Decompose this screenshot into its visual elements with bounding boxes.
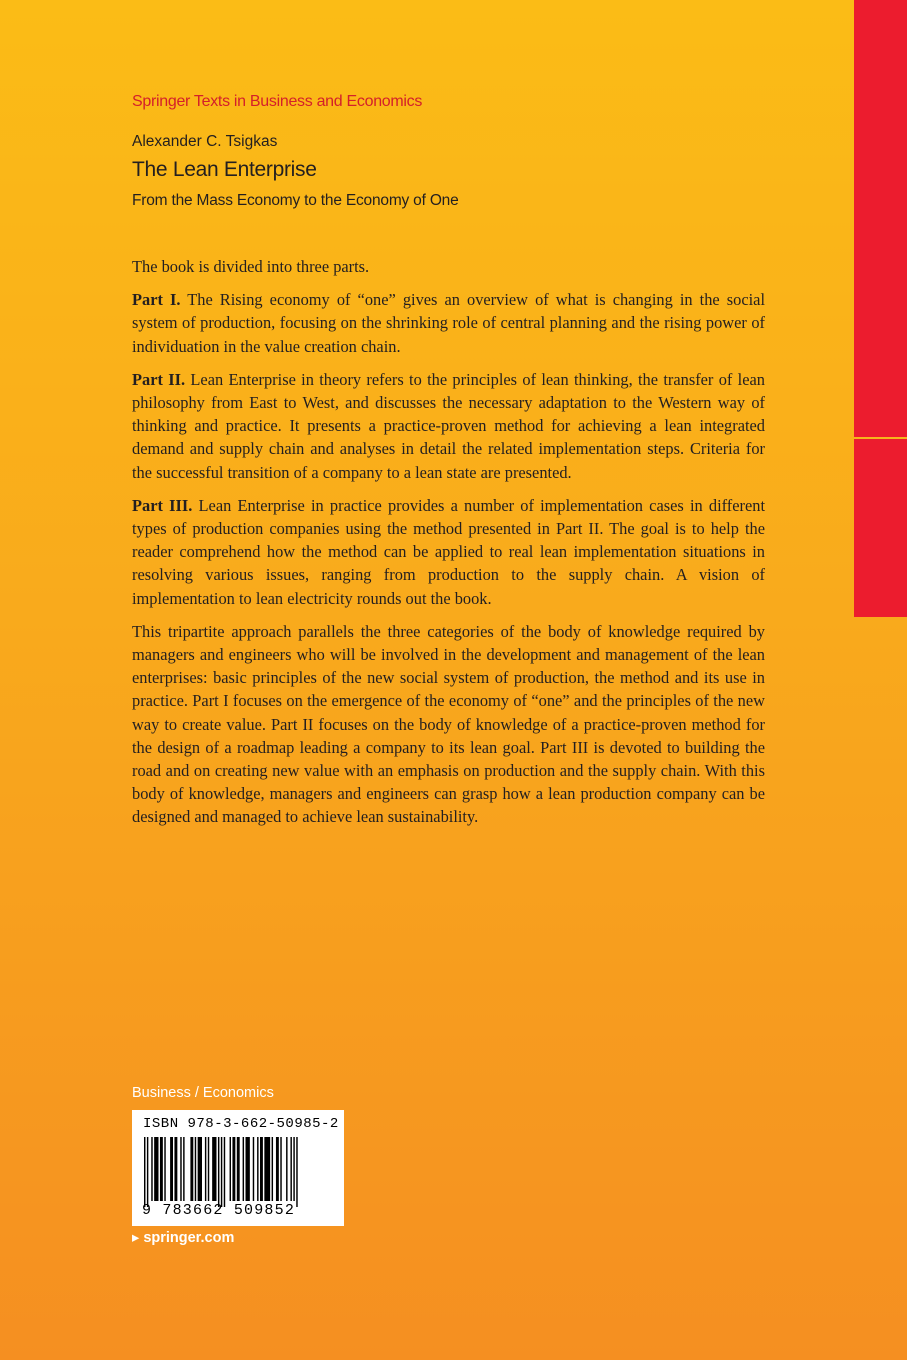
barcode-bar bbox=[180, 1137, 181, 1201]
red-side-band bbox=[854, 0, 907, 617]
barcode-bar bbox=[160, 1137, 163, 1201]
barcode-bar bbox=[147, 1137, 148, 1207]
barcode-bar bbox=[198, 1137, 202, 1201]
barcode-bar bbox=[286, 1137, 287, 1201]
blurb bbox=[132, 255, 765, 839]
barcode-bar bbox=[154, 1137, 158, 1201]
barcode bbox=[132, 1110, 344, 1226]
barcode-bar bbox=[144, 1137, 145, 1207]
barcode-bar bbox=[296, 1137, 297, 1207]
part2-text: Lean Enterprise in theory refers to the principles of lean thinking, the transfer of lean philosophy from East to West, and discusses the necessary adaptation to the Western way of thinking and practice. It presents a practice-proven method for achieving a lean integrated demand and supply chain and analyses in detail the related implementation steps. Criteria for the successful transition of a company to a lean state are presented. bbox=[132, 369, 765, 482]
part3-label: Part III. bbox=[132, 495, 193, 515]
barcode-bar bbox=[170, 1137, 173, 1201]
part2-paragraph bbox=[132, 368, 765, 484]
barcode-bar bbox=[212, 1137, 216, 1201]
barcode-bar bbox=[293, 1137, 294, 1201]
conclusion-paragraph: This tripartite approach parallels the three categories of the body of knowledge required by managers and engineers who will be involved in the development and management of the lean enterprises: basic principles of the new social system of production, the method and its use in practice. Part I focuses on the emergence of the economy of “one” and the principles of the new way to create value. Part II focuses on the body of knowledge of a practice-proven method for the design of a roadmap leading a company to its lean goal. Part III is devoted to building the road and on creating new value with an emphasis on production and the supply chain. With this body of knowledge, managers and engineers can grasp how a lean production company can be designed and managed to achieve lean sustainability. bbox=[132, 621, 765, 827]
part1-label: Part I. bbox=[132, 290, 181, 310]
barcode-bar bbox=[280, 1137, 281, 1201]
arrow-icon: ▸ bbox=[132, 1230, 140, 1246]
barcode-bar bbox=[218, 1137, 219, 1207]
barcode-bar bbox=[151, 1137, 152, 1201]
barcode-bar bbox=[246, 1137, 250, 1201]
intro-paragraph: The book is divided into three parts. bbox=[132, 257, 370, 276]
series-name: Springer Texts in Business and Economics bbox=[132, 93, 423, 110]
barcode-bar bbox=[174, 1137, 177, 1201]
barcode-bar bbox=[272, 1137, 273, 1201]
publisher-website[interactable] bbox=[132, 1230, 234, 1246]
category-label: Business / Economics bbox=[132, 1085, 274, 1101]
barcode-bar bbox=[290, 1137, 291, 1201]
part1-text: The Rising economy of “one” gives an overview of what is changing in the social system of production, focusing on the shrinking role of central planning and the rising power of individuation in the value creation chain. bbox=[132, 290, 765, 356]
barcode-bar bbox=[205, 1137, 206, 1201]
barcode-bar bbox=[276, 1137, 279, 1201]
book-title: The Lean Enterprise bbox=[132, 158, 317, 181]
website-text: springer.com bbox=[143, 1230, 235, 1246]
book-subtitle: From the Mass Economy to the Economy of One bbox=[132, 192, 459, 209]
barcode-bar bbox=[230, 1137, 231, 1201]
barcode-bar bbox=[232, 1137, 235, 1201]
part2-label: Part II. bbox=[132, 369, 186, 389]
barcode-bar bbox=[208, 1137, 209, 1201]
isbn-number: ISBN 978-3-662-50985-2 bbox=[143, 1116, 339, 1132]
barcode-bar bbox=[257, 1137, 258, 1201]
barcode-bar bbox=[264, 1137, 270, 1201]
barcode-bar bbox=[243, 1137, 244, 1201]
part3-paragraph bbox=[132, 494, 765, 610]
part1-paragraph bbox=[132, 288, 765, 358]
barcode-bar bbox=[190, 1137, 193, 1201]
author-name: Alexander C. Tsigkas bbox=[132, 133, 278, 150]
barcode-bar bbox=[253, 1137, 254, 1201]
barcode-digits: 9 783662 509852 bbox=[142, 1202, 296, 1219]
barcode-bar bbox=[164, 1137, 165, 1201]
barcode-bar bbox=[260, 1137, 263, 1201]
barcode-bar bbox=[195, 1137, 196, 1201]
barcode-bar bbox=[224, 1137, 225, 1207]
barcode-bar bbox=[237, 1137, 240, 1201]
barcode-bar bbox=[183, 1137, 184, 1201]
barcode-bar bbox=[221, 1137, 222, 1207]
band-divider-line bbox=[854, 437, 907, 439]
part3-text: Lean Enterprise in practice provides a number of implementation cases in different types of production companies using the method presented in Part II. The goal is to help the reader comprehend how the method can be applied to real lean implementation situations in resolving various issues, ranging from production to the supply chain. A vision of implementation to lean electricity rounds out the book. bbox=[132, 495, 765, 608]
